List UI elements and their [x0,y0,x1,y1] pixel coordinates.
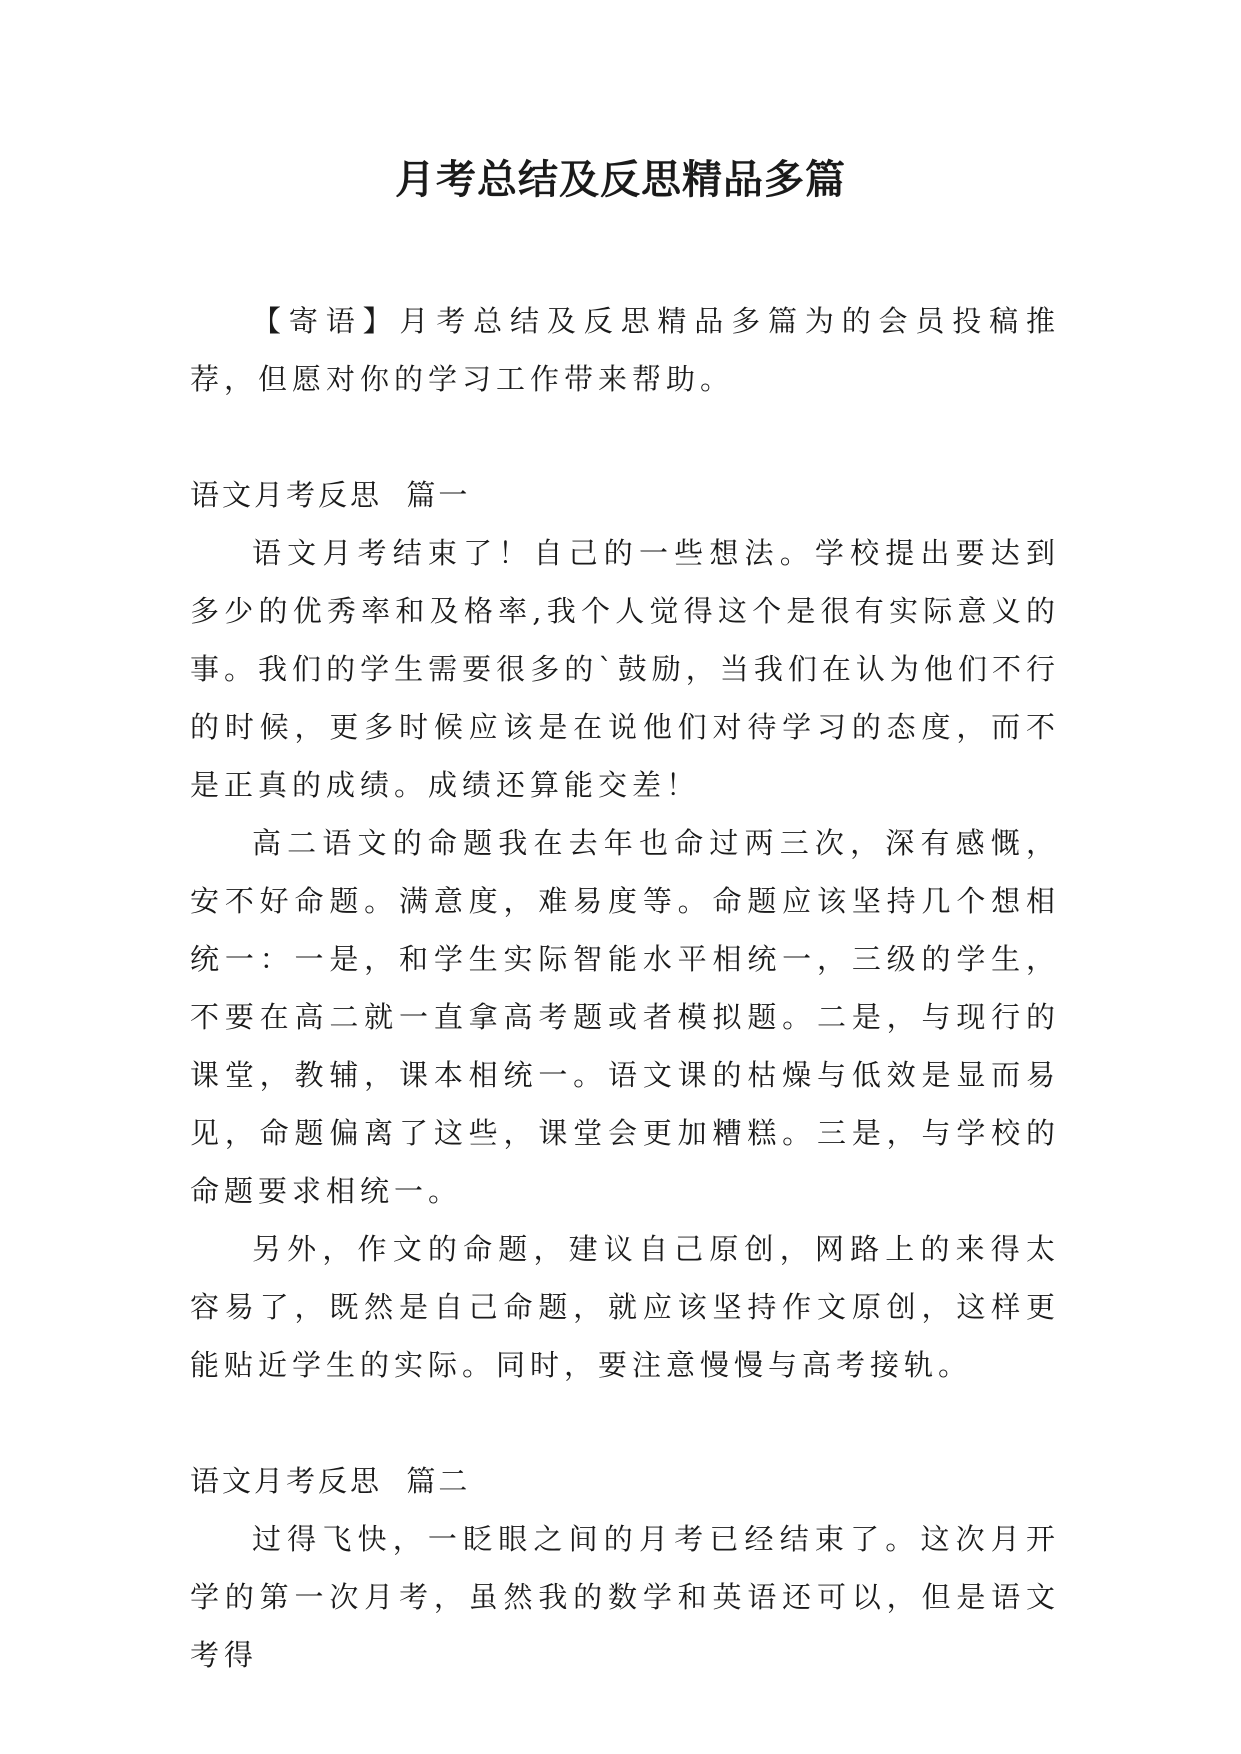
body-paragraph: 高二语文的命题我在去年也命过两三次，深有感慨，安不好命题。满意度，难易度等。命题应该坚持几个想相统一：一是，和学生实际智能水平相统一，三级的学生，不要在高二就一直拿高考题或者模拟题。二是，与现行的课堂，教辅，课本相统一。语文课的枯燥与低效是显而易见，命题偏离了这些，课堂会更加糟糕。三是，与学校的命题要求相统一。 [190,826,1060,1208]
document-body [190,292,1060,1684]
section-spacer [190,1394,1060,1452]
section-heading: 语文月考反思 篇一 [190,478,471,512]
body-paragraph: 语文月考结束了！自己的一些想法。学校提出要达到多少的优秀率和及格率,我个人觉得这个是很有实际意义的事。我们的学生需要很多的`鼓励，当我们在认为他们不行的时候，更多时候应该是在说他们对待学习的态度，而不是正真的成绩。成绩还算能交差！ [190,536,1060,802]
intro-paragraph: 【寄语】月考总结及反思精品多篇为的会员投稿推荐，但愿对你的学习工作带来帮助。 [190,304,1060,396]
section-1 [190,466,1060,1394]
section-heading: 语文月考反思 篇二 [190,1464,471,1498]
document-title: 月考总结及反思精品多篇 [395,157,846,203]
body-paragraph: 过得飞快，一眨眼之间的月考已经结束了。这次月开学的第一次月考，虽然我的数学和英语还可以，但是语文考得 [190,1522,1060,1672]
body-paragraph: 另外，作文的命题，建议自己原创，网路上的来得太容易了，既然是自己命题，就应该坚持作文原创，这样更能贴近学生的实际。同时，要注意慢慢与高考接轨。 [190,1232,1060,1382]
section-2 [190,1452,1060,1684]
